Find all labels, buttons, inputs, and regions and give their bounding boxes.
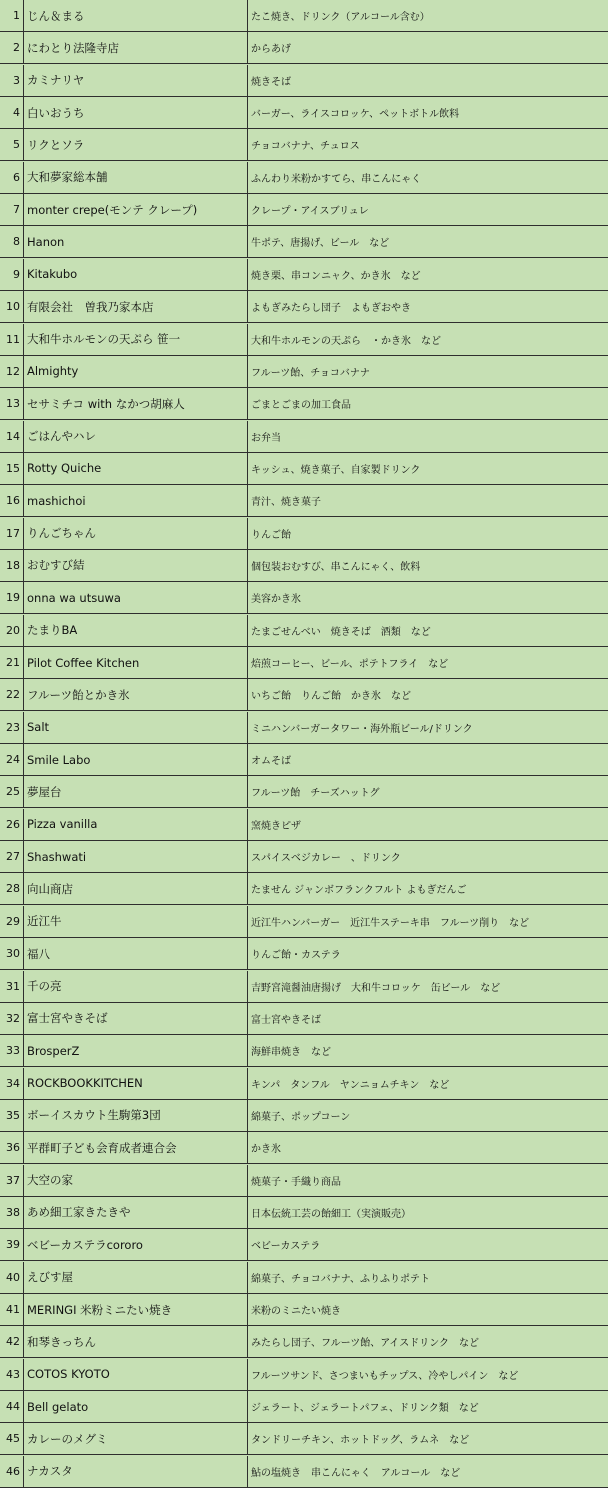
table-row	[0, 971, 608, 1003]
menu-items: オムそば	[251, 756, 291, 768]
shop-name: じん＆まる	[24, 0, 248, 31]
row-number: 31	[0, 971, 24, 1002]
shop-name: りんごちゃん	[24, 518, 248, 549]
shop-name: ナカスタ	[24, 1456, 248, 1487]
row-number: 36	[0, 1132, 24, 1163]
shop-name: 大空の家	[24, 1165, 248, 1196]
shop-name: ROCKBOOKKITCHEN	[24, 1068, 248, 1099]
shop-name: 有限会社 曽我乃家本店	[24, 291, 248, 322]
shop-name: にわとり法隆寺店	[24, 32, 248, 63]
menu-items: 日本伝統工芸の飴細工（実演販売）	[251, 1208, 411, 1220]
row-number: 32	[0, 1003, 24, 1034]
row-number: 27	[0, 841, 24, 872]
menu-items: たまごせんべい 焼きそば 酒類 など	[251, 626, 431, 638]
menu-items: ごまとごまの加工食品	[251, 400, 351, 412]
menu-items: 富士宮やきそば	[251, 1014, 321, 1026]
row-number: 4	[0, 97, 24, 128]
menu-items: 牛ポテ、唐揚げ、ビール など	[251, 238, 390, 250]
menu-items: 米粉のミニたい焼き	[251, 1306, 341, 1317]
menu-items: フルーツ飴 チーズハットグ	[251, 788, 380, 800]
menu-items: たません ジャンボフランクフルト よもぎだんご	[251, 885, 467, 897]
table-row	[0, 1003, 608, 1035]
row-number: 30	[0, 938, 24, 969]
table-row	[0, 1359, 608, 1391]
table-row	[0, 712, 608, 744]
menu-items: からあげ	[251, 44, 291, 56]
table-row	[0, 809, 608, 841]
menu-items: 窯焼きピザ	[251, 820, 301, 832]
menu-items: 美容かき氷	[251, 594, 301, 606]
table-row	[0, 679, 608, 711]
shop-name: BrosperZ	[24, 1035, 248, 1066]
table-row	[0, 421, 608, 453]
shop-name: Almighty	[24, 356, 248, 387]
row-number: 7	[0, 194, 24, 225]
row-number: 5	[0, 129, 24, 160]
menu-items: クレープ・アイスブリュレ	[251, 206, 369, 218]
shop-name: リクとソラ	[24, 129, 248, 160]
row-number: 42	[0, 1326, 24, 1357]
row-number: 2	[0, 32, 24, 63]
menu-items: 焼菓子・手織り商品	[251, 1176, 341, 1188]
table-row	[0, 97, 608, 129]
shop-name: Smile Labo	[24, 744, 248, 775]
table-row	[0, 938, 608, 970]
menu-items: 焙煎コーヒー、ビール、ポテトフライ など	[251, 659, 449, 670]
table-row	[0, 1229, 608, 1261]
menu-items: お弁当	[251, 432, 281, 444]
menu-items: 青汁、焼き菓子	[251, 497, 321, 509]
row-number: 25	[0, 776, 24, 807]
row-number: 45	[0, 1423, 24, 1454]
table-row	[0, 226, 608, 258]
row-number: 16	[0, 485, 24, 516]
table-row	[0, 906, 608, 938]
table-row	[0, 1197, 608, 1229]
row-number: 33	[0, 1035, 24, 1066]
row-number: 22	[0, 679, 24, 710]
shop-name: MERINGI 米粉ミニたい焼き	[24, 1294, 248, 1325]
table-row	[0, 356, 608, 388]
table-row	[0, 453, 608, 485]
row-number: 8	[0, 226, 24, 257]
row-number: 29	[0, 906, 24, 937]
row-number: 46	[0, 1456, 24, 1487]
menu-items: 海鮮串焼き など	[251, 1047, 331, 1059]
menu-items: バーガー、ライスコロッケ、ペットボトル飲料	[251, 109, 460, 121]
table-row	[0, 1132, 608, 1164]
row-number: 44	[0, 1391, 24, 1422]
shop-name: COTOS KYOTO	[24, 1359, 248, 1390]
menu-items: 吉野宮滝醤油唐揚げ 大和牛コロッケ 缶ビール など	[251, 982, 501, 994]
row-number: 15	[0, 453, 24, 484]
row-number: 6	[0, 162, 24, 193]
table-row	[0, 1294, 608, 1326]
table-row	[0, 194, 608, 226]
shop-name: Kitakubo	[24, 259, 248, 290]
row-number: 17	[0, 518, 24, 549]
table-row	[0, 1391, 608, 1423]
row-number: 21	[0, 647, 24, 678]
row-number: 40	[0, 1262, 24, 1293]
shop-name: onna wa utsuwa	[24, 582, 248, 613]
row-number: 37	[0, 1165, 24, 1196]
table-row	[0, 162, 608, 194]
table-row	[0, 776, 608, 808]
menu-items: みたらし団子、フルーツ飴、アイスドリンク など	[251, 1338, 479, 1350]
shop-name: 夢屋台	[24, 776, 248, 807]
table-row	[0, 582, 608, 614]
row-number: 35	[0, 1100, 24, 1131]
menu-items: キンパ タンフル ヤンニョムチキン など	[251, 1079, 450, 1091]
shop-name: Salt	[24, 712, 248, 743]
menu-items: 近江牛ハンバーガー 近江牛ステーキ串 フルーツ削り など	[251, 917, 530, 929]
table-row	[0, 129, 608, 161]
shop-name: 富士宮やきそば	[24, 1003, 248, 1034]
menu-items: よもぎみたらし団子 よもぎおやき	[251, 303, 411, 315]
table-row	[0, 615, 608, 647]
row-number: 19	[0, 582, 24, 613]
shop-name: 大和夢家総本舗	[24, 162, 248, 193]
shop-name: 白いおうち	[24, 97, 248, 128]
shop-name: Pilot Coffee Kitchen	[24, 647, 248, 678]
shop-name: mashichoi	[24, 485, 248, 516]
table-row	[0, 1326, 608, 1358]
shop-name: 千の亮	[24, 971, 248, 1002]
table-row	[0, 550, 608, 582]
menu-items: ミニハンバーガータワー・海外瓶ビール/ドリンク	[251, 723, 473, 735]
shop-name: 福八	[24, 938, 248, 969]
shop-name: おむすび結	[24, 550, 248, 581]
table-row	[0, 32, 608, 64]
table-row	[0, 291, 608, 323]
menu-items: 個包装おむすび、串こんにゃく、飲料	[251, 561, 421, 573]
menu-items: かき氷	[251, 1144, 281, 1156]
shop-name: Shashwati	[24, 841, 248, 872]
table-row	[0, 485, 608, 517]
table-row	[0, 841, 608, 873]
table-row	[0, 744, 608, 776]
menu-items: ふんわり米粉かすてら、串こんにゃく	[251, 173, 422, 185]
shop-name: Bell gelato	[24, 1391, 248, 1422]
menu-items: 綿菓子、ポップコーン	[251, 1111, 351, 1123]
table-row	[0, 1262, 608, 1294]
shop-name: 大和牛ホルモンの天ぷら 笹一	[24, 324, 248, 355]
table-row	[0, 873, 608, 905]
shop-name: ボーイスカウト生駒第3団	[24, 1100, 248, 1131]
row-number: 10	[0, 291, 24, 322]
table-row	[0, 518, 608, 550]
shop-name: ごはんやハレ	[24, 421, 248, 452]
shop-name: えびす屋	[24, 1262, 248, 1293]
shop-name: 和琴きっちん	[24, 1326, 248, 1357]
table-row	[0, 1035, 608, 1067]
row-number: 41	[0, 1294, 24, 1325]
shop-name: 近江牛	[24, 906, 248, 937]
menu-items: たこ焼き、ドリンク（アルコール含む）	[251, 12, 430, 23]
menu-items: いちご飴 りんご飴 かき氷 など	[251, 691, 411, 703]
shop-name: Hanon	[24, 226, 248, 257]
menu-items: ベビーカステラ	[251, 1241, 321, 1253]
menu-items: りんご飴・カステラ	[251, 950, 341, 962]
shop-name: monter crepe(モンテ クレープ)	[24, 194, 248, 225]
table-row	[0, 1165, 608, 1197]
row-number: 11	[0, 324, 24, 355]
shop-name: ベビーカステラcororo	[24, 1229, 248, 1260]
menu-items: フルーツ飴、チョコバナナ	[251, 367, 370, 379]
row-number: 1	[0, 0, 24, 31]
row-number: 38	[0, 1197, 24, 1228]
table-row	[0, 324, 608, 356]
shop-name: あめ細工家きたきや	[24, 1197, 248, 1228]
row-number: 23	[0, 712, 24, 743]
row-number: 14	[0, 421, 24, 452]
table-row	[0, 259, 608, 291]
menu-items: りんご飴	[251, 529, 291, 541]
shop-name: フルーツ飴とかき氷	[24, 679, 248, 710]
menu-items: 綿菓子、チョコバナナ、ふりふりポテト	[251, 1273, 430, 1285]
table-row	[0, 0, 608, 32]
row-number: 39	[0, 1229, 24, 1260]
table-row	[0, 1068, 608, 1100]
table-row	[0, 1423, 608, 1455]
shop-name: Pizza vanilla	[24, 809, 248, 840]
menu-items: ジェラート、ジェラートパフェ、ドリンク類 など	[251, 1403, 479, 1415]
table-row	[0, 65, 608, 97]
table-row	[0, 647, 608, 679]
menu-items: 大和牛ホルモンの天ぷら ・かき氷 など	[251, 335, 441, 347]
table-row	[0, 1100, 608, 1132]
shop-name: 向山商店	[24, 873, 248, 904]
row-number: 3	[0, 65, 24, 96]
row-number: 20	[0, 615, 24, 646]
shop-name: Rotty Quiche	[24, 453, 248, 484]
row-number: 9	[0, 259, 24, 290]
row-number: 24	[0, 744, 24, 775]
menu-items: チョコバナナ、チュロス	[251, 141, 360, 153]
row-number: 43	[0, 1359, 24, 1390]
shop-name: カレーのメグミ	[24, 1423, 248, 1454]
menu-items: タンドリーチキン、ホットドッグ、ラムネ など	[251, 1435, 470, 1447]
menu-items: 鮎の塩焼き 串こんにゃく アルコール など	[251, 1467, 461, 1479]
menu-items: フルーツサンド、さつまいもチップス、冷やしパイン など	[251, 1370, 519, 1382]
shop-name: たまりBA	[24, 615, 248, 646]
menu-items: スパイスベジカレー 、ドリンク	[251, 853, 401, 865]
shop-name: 平群町子ども会育成者連合会	[24, 1132, 248, 1163]
row-number: 13	[0, 388, 24, 419]
row-number: 12	[0, 356, 24, 387]
row-number: 28	[0, 873, 24, 904]
shop-name: セサミチコ with なかつ胡麻人	[24, 388, 248, 419]
table-row	[0, 388, 608, 420]
row-number: 18	[0, 550, 24, 581]
menu-items: 焼きそば	[251, 76, 291, 88]
menu-items: 焼き栗、串コンニャク、かき氷 など	[251, 270, 421, 282]
row-number: 34	[0, 1068, 24, 1099]
shop-name: カミナリヤ	[24, 65, 248, 96]
row-number: 26	[0, 809, 24, 840]
menu-items: キッシュ、焼き菓子、自家製ドリンク	[251, 464, 421, 476]
